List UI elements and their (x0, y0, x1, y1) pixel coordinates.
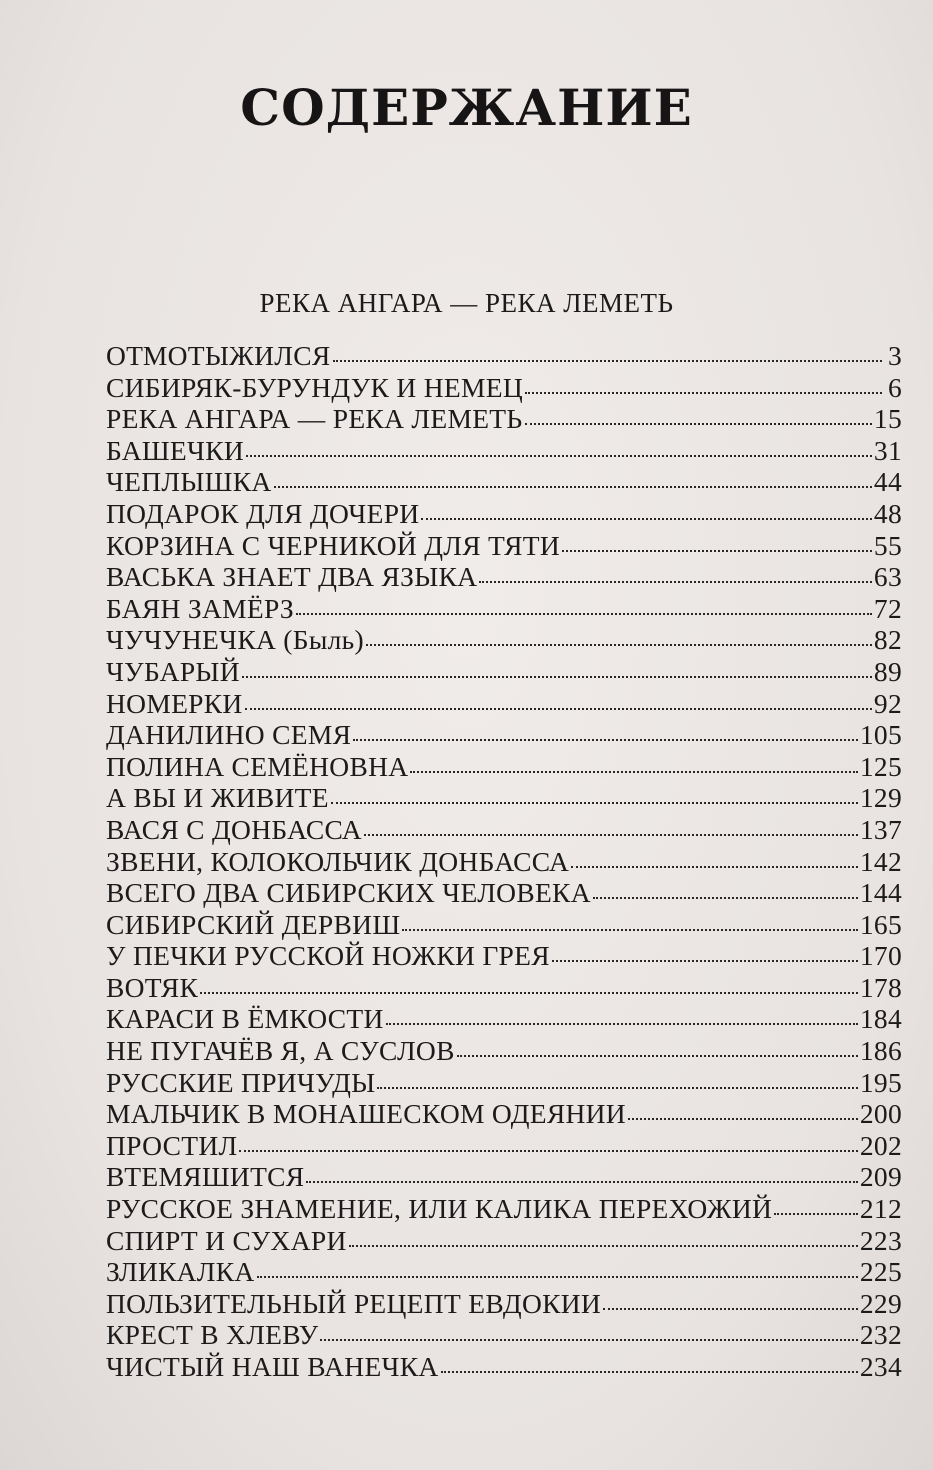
toc-entry-page: 178 (859, 971, 902, 1003)
toc-entry-page: 186 (859, 1035, 902, 1067)
page-title: СОДЕРЖАНИЕ (240, 78, 693, 137)
toc-entry-title: ЧИСТЫЙ НАШ ВАНЕЧКА (106, 1351, 439, 1382)
toc-entry-title: ЗЛИКАЛКА (106, 1256, 255, 1288)
dot-leader (274, 485, 872, 488)
toc-entry-page: 142 (859, 845, 902, 877)
table-of-contents (106, 340, 902, 1383)
dot-leader (525, 391, 882, 394)
dot-leader (364, 833, 858, 836)
toc-entry (106, 1288, 902, 1320)
toc-entry-page: 44 (873, 466, 902, 498)
dot-leader (386, 1022, 858, 1025)
toc-entry (106, 1098, 902, 1130)
toc-entry-page: 229 (859, 1287, 902, 1319)
dot-leader (366, 643, 872, 646)
dot-leader (593, 896, 858, 899)
toc-entry-title: ПРОСТИЛ (106, 1129, 238, 1161)
toc-entry-title: У ПЕЧКИ РУССКОЙ НОЖКИ ГРЕЯ (106, 940, 550, 972)
toc-entry (106, 498, 902, 530)
toc-entry (106, 877, 902, 909)
toc-entry (106, 656, 902, 688)
toc-entry-page: 195 (859, 1066, 902, 1098)
dot-leader (628, 1117, 858, 1120)
dot-leader (331, 801, 858, 804)
toc-entry-page: 212 (859, 1193, 902, 1225)
toc-entry (106, 340, 902, 372)
toc-entry-title: НОМЕРКИ (106, 687, 243, 719)
toc-entry-page: 63 (873, 561, 902, 593)
toc-entry (106, 1319, 902, 1351)
dot-leader (774, 1212, 858, 1215)
toc-entry-title: КАРАСИ В ЁМКОСТИ (106, 1003, 384, 1035)
toc-entry (106, 782, 902, 814)
toc-entry-title: ОТМОТЫЖИЛСЯ (106, 340, 331, 371)
toc-entry (106, 1225, 902, 1257)
toc-entry (106, 909, 902, 941)
toc-entry-page: 82 (873, 624, 902, 656)
toc-entry-title: А ВЫ И ЖИВИТЕ (106, 782, 329, 814)
toc-entry-title: НЕ ПУГАЧЁВ Я, А СУСЛОВ (106, 1035, 455, 1067)
dot-leader (353, 738, 858, 741)
toc-entry (106, 1256, 902, 1288)
toc-entry-page: 170 (859, 940, 902, 972)
toc-entry-page: 6 (887, 371, 902, 403)
toc-entry-page: 202 (859, 1129, 902, 1161)
toc-entry-page: 55 (873, 529, 902, 561)
toc-entry-title: МАЛЬЧИК В МОНАШЕСКОМ ОДЕЯНИИ (106, 1098, 626, 1130)
dot-leader (562, 549, 872, 552)
toc-entry (106, 814, 902, 846)
toc-entry-title: ВАСЯ С ДОНБАССА (106, 813, 362, 845)
dot-leader (377, 1086, 857, 1089)
dot-leader (242, 675, 872, 678)
toc-entry-title: БАШЕЧКИ (106, 434, 245, 466)
dot-leader (257, 1275, 858, 1278)
toc-entry-page: 144 (859, 877, 902, 909)
section-heading: РЕКА АНГАРА — РЕКА ЛЕМЕТЬ (259, 288, 674, 318)
toc-entry-title: ПОЛЬЗИТЕЛЬНЫЙ РЕЦЕПТ ЕВДОКИИ (106, 1287, 602, 1319)
toc-entry-title: ПОДАРОК ДЛЯ ДОЧЕРИ (106, 497, 420, 529)
dot-leader (333, 359, 882, 362)
toc-entry-page: 31 (873, 434, 902, 466)
toc-entry (106, 372, 902, 404)
toc-entry (106, 530, 902, 562)
dot-leader (349, 1244, 858, 1247)
toc-entry-title: ВСЕГО ДВА СИБИРСКИХ ЧЕЛОВЕКА (106, 877, 591, 909)
toc-entry-page: 3 (887, 340, 902, 371)
toc-entry-title: ВТЕМЯШИТСЯ (106, 1161, 305, 1193)
toc-entry-title: ЧУБАРЫЙ (106, 655, 240, 687)
dot-leader (457, 1054, 858, 1057)
toc-entry-title: РУССКИЕ ПРИЧУДЫ (106, 1066, 376, 1098)
dot-leader (603, 1307, 858, 1310)
toc-entry-title: ЧЕПЛЫШКА (106, 466, 272, 498)
dot-leader (306, 1180, 857, 1183)
toc-entry (106, 593, 902, 625)
toc-entry-title: СПИРТ И СУХАРИ (106, 1224, 347, 1256)
toc-entry (106, 1003, 902, 1035)
dot-leader (479, 580, 872, 583)
dot-leader (525, 422, 872, 425)
toc-entry-title: КРЕСТ В ХЛЕВУ (106, 1319, 319, 1351)
toc-entry-title: ЗВЕНИ, КОЛОКОЛЬЧИК ДОНБАССА (106, 845, 570, 877)
toc-entry (106, 1035, 902, 1067)
dot-leader (320, 1338, 857, 1341)
dot-leader (552, 959, 858, 962)
toc-entry (106, 1351, 902, 1383)
toc-entry-title: ПОЛИНА СЕМЁНОВНА (106, 750, 409, 782)
toc-entry-page: 105 (859, 719, 902, 751)
dot-leader (239, 1149, 857, 1152)
toc-entry-title: ЧУЧУНЕЧКА (Быль) (106, 624, 364, 656)
toc-entry-page: 89 (873, 655, 902, 687)
toc-entry-title: ВОТЯК (106, 971, 199, 1003)
dot-leader (571, 865, 858, 868)
toc-entry (106, 751, 902, 783)
toc-entry-title: ДАНИЛИНО СЕМЯ (106, 719, 352, 751)
dot-leader (246, 454, 872, 457)
toc-entry-page: 92 (873, 687, 902, 719)
dot-leader (245, 707, 872, 710)
dot-leader (421, 517, 871, 520)
toc-entry-page: 137 (859, 813, 902, 845)
dot-leader (296, 612, 872, 615)
toc-entry (106, 688, 902, 720)
toc-entry (106, 1193, 902, 1225)
toc-entry-page: 125 (859, 750, 902, 782)
toc-entry (106, 403, 902, 435)
toc-entry-page: 225 (859, 1256, 902, 1288)
toc-entry (106, 846, 902, 878)
dot-leader (200, 991, 858, 994)
dot-leader (410, 770, 857, 773)
toc-entry (106, 435, 902, 467)
toc-entry (106, 561, 902, 593)
toc-entry-page: 129 (859, 782, 902, 814)
toc-entry (106, 719, 902, 751)
toc-entry (106, 1067, 902, 1099)
toc-entry-page: 15 (873, 403, 902, 435)
toc-entry-title: ВАСЬКА ЗНАЕТ ДВА ЯЗЫКА (106, 561, 478, 593)
toc-entry-page: 72 (873, 592, 902, 624)
toc-entry (106, 1161, 902, 1193)
toc-entry-title: РЕКА АНГАРА — РЕКА ЛЕМЕТЬ (106, 403, 523, 435)
toc-entry (106, 972, 902, 1004)
dot-leader (441, 1370, 858, 1373)
toc-entry-page: 209 (859, 1161, 902, 1193)
toc-entry-title: КОРЗИНА С ЧЕРНИКОЙ ДЛЯ ТЯТИ (106, 529, 561, 561)
dot-leader (402, 928, 857, 931)
toc-entry-title: БАЯН ЗАМЁРЗ (106, 592, 294, 624)
toc-entry-page: 165 (859, 908, 902, 940)
toc-entry-title: СИБИРСКИЙ ДЕРВИШ (106, 908, 401, 940)
toc-entry-page: 232 (859, 1319, 902, 1351)
toc-entry (106, 1130, 902, 1162)
toc-entry (106, 466, 902, 498)
toc-entry-page: 200 (859, 1098, 902, 1130)
toc-entry (106, 940, 902, 972)
toc-entry-page: 48 (873, 497, 902, 529)
toc-entry-page: 184 (859, 1003, 902, 1035)
toc-entry-title: РУССКОЕ ЗНАМЕНИЕ, ИЛИ КАЛИКА ПЕРЕХОЖИЙ (106, 1193, 773, 1225)
toc-entry (106, 624, 902, 656)
toc-entry-page: 234 (859, 1351, 902, 1382)
toc-entry-page: 223 (859, 1224, 902, 1256)
toc-entry-title: СИБИРЯК-БУРУНДУК И НЕМЕЦ (106, 371, 523, 403)
